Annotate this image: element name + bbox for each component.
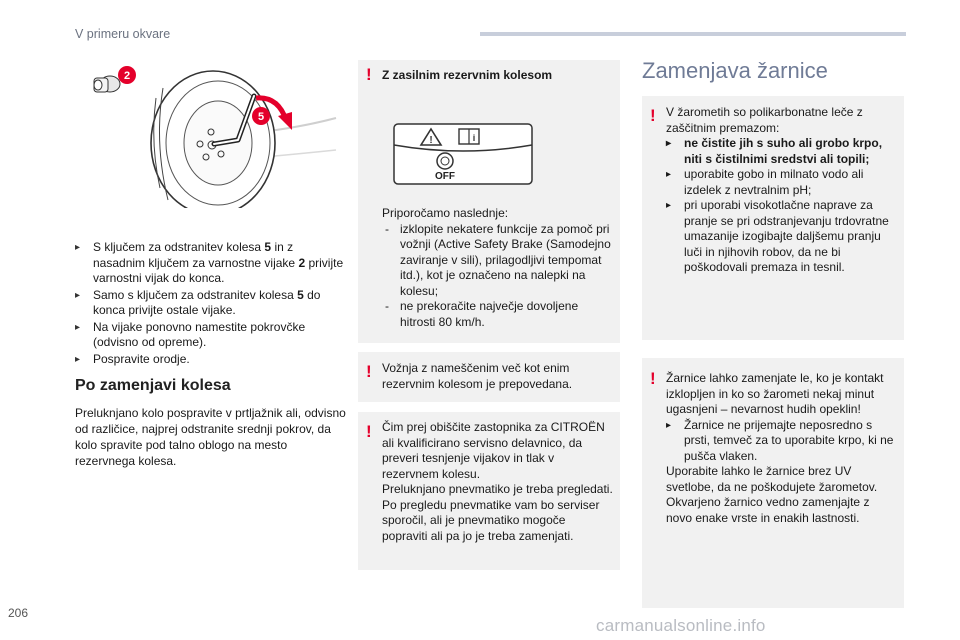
spare-wheel-content: Priporočamo naslednje: - izklopite nekatere funkcije za pomoč pri vožnji (Active Safety Brake (Samodejno zaviranje v sili), prilagodljivi tempomat itd.), kot je označeno na nalepki na kolesu; - ne prekoračite največje dovoljene hitrosti 80 km/h. — [382, 206, 614, 330]
multiple-spare-warning-box: ! Vožnja z nameščenim več kot enim rezervnim kolesom je prepovedana. — [358, 352, 620, 402]
lens-intro: V žarometih so polikarbonatne leče z zaščitnim premazom: — [666, 105, 863, 135]
warning-icon: ! — [366, 362, 372, 381]
svg-text:!: ! — [429, 135, 433, 146]
spare-wheel-box — [358, 60, 620, 343]
list-item: ▸ ne čistite jih s suho ali grobo krpo, niti s čistilnimi sredstvi ali topili; — [666, 136, 898, 167]
off-label: OFF — [435, 171, 455, 182]
warning-icon: ! — [650, 369, 656, 388]
warning-icon: ! — [366, 422, 372, 441]
spare-wheel-title: Z zasilnim rezervnim kolesom — [382, 68, 553, 82]
badge-2: 2 — [123, 70, 131, 82]
header-bar — [480, 32, 906, 36]
bulb-change-title: Zamenjava žarnice — [642, 58, 828, 83]
warning-icon: ! — [650, 106, 656, 125]
svg-text:i: i — [472, 133, 476, 143]
watermark: carmanualsonline.info — [596, 616, 766, 635]
list-item: - ne prekoračite največje dovoljene hitrosti 80 km/h. — [382, 299, 614, 330]
badge-5: 5 — [257, 111, 265, 123]
after-change-text: Preluknjano kolo pospravite v prtljažnik ali, odvisno od različice, najprej odstranite srednji pokrov, da kolo spravite pod talno oblogo na mesto rezervnega kolesa. — [75, 406, 346, 468]
steps-list — [75, 240, 347, 368]
after-change-title: Po zamenjavi kolesa — [75, 377, 231, 394]
bulb-safety-box — [642, 358, 904, 608]
page-number: 206 — [8, 606, 29, 620]
warning-icon: ! — [366, 65, 372, 84]
safety-panel-icon — [393, 123, 533, 185]
replace-bulb-text: Okvarjeno žarnico vedno zamenjajte z novo enake vrste in enakih lastnosti. — [666, 495, 870, 525]
list-item: - izklopite nekatere funkcije za pomoč pri vožnji (Active Safety Brake (Samodejno zaviranje v sili), prilagodljivi tempomat itd.), kot je označeno na nalepki na kolesu; — [382, 222, 614, 300]
step-item: ▸ Na vijake ponovno namestite pokrovčke (odvisno od opreme). — [75, 320, 347, 351]
bulb-safety-text: Žarnice lahko zamenjate le, ko je kontakt izklopljen in ko so žarometi nekaj minut ugasnjeni – nevarnost hudih opeklin! — [666, 371, 884, 416]
step-item: ▸ Samo s ključem za odstranitev kolesa 5 do konca privijte ostale vijake. — [75, 288, 347, 319]
lens-care-list — [666, 136, 898, 276]
step-item: ▸ S ključem za odstranitev kolesa 5 in z nasadnim ključem za varnostne vijake 2 privijte varnostni vijak do konca. — [75, 240, 347, 287]
dealer-visit-box — [358, 412, 620, 570]
step-item: ▸ Pospravite orodje. — [75, 352, 347, 368]
section-header: V primeru okvare — [75, 27, 171, 41]
list-item: ▸ pri uporabi visokotlačne naprave za pranje se pri odstranjevanju trdovratne umazanije izogibajte daljšemu pranju luči in njihovih robov, da ne bi poškodovali premaza in tesnil. — [666, 198, 898, 276]
list-item: ▸ uporabite gobo in milnato vodo ali izdelek z nevtralnim pH; — [666, 167, 898, 198]
headlamp-lens-box — [642, 96, 904, 340]
tyre-inspection-text: Preluknjano pnevmatiko je treba pregledati. Po pregledu pnevmatike vam bo serviser sporočil, ali je pnevmatiko mogoče popraviti ali pa jo je treba zamenjati. — [382, 482, 613, 543]
list-item: ▸ Žarnice ne prijemajte neposredno s prsti, temveč za to uporabite krpo, ki ne pušča vlaken. — [666, 418, 898, 465]
dealer-visit-text: Čim prej obiščite zastopnika za CITROËN ali kvalificirano servisno delavnico, da preveri tesnjenje vijakov in tlak v rezervnem kolesu. — [382, 420, 605, 481]
recommendation-list — [382, 222, 614, 331]
uv-bulb-text: Uporabite lahko le žarnice brez UV svetlobe, da ne poškodujete žarometov. — [666, 464, 878, 494]
wheel-wrench-illustration — [78, 58, 338, 208]
